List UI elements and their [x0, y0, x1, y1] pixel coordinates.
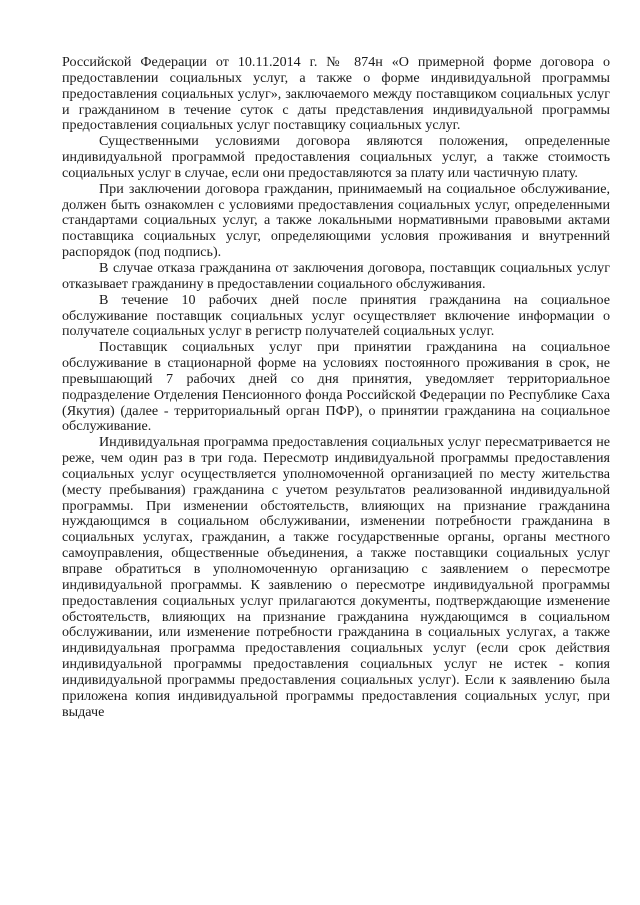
paragraph-essential-terms: Существенными условиями договора являются положения, определенные индивидуальной программой предоставления социальных услуг, а также стоимость социальных услуг в случае, если они предоставляются за плату или частичную плату. — [62, 133, 610, 181]
paragraph-review: Индивидуальная программа предоставления социальных услуг пересматривается не реже, чем один раз в три года. Пересмотр индивидуальной программы предоставления социальных услуг осуществляется уполномоченной организацией по месту жительства (месту пребывания) гражданина с учетом результатов реализованной индивидуальной программы. При изменении обстоятельств, влияющих на признание гражданина нуждающимся в социальном обслуживании, изменении потребности гражданина в социальных услугах, гражданин, а также государственные органы, органы местного самоуправления, общественные объединения, а также поставщики социальных услуг вправе обратиться в уполномоченную организацию с заявлением о пересмотре индивидуальной программы. К заявлению о пересмотре индивидуальной программы предоставления социальных услуг прилагаются документы, подтверждающие изменение обстоятельств, влияющих на признание гражданина нуждающимся в социальном обслуживании, или изменение потребности гражданина в социальных услугах, а также индивидуальная программа предоставления социальных услуг (если срок действия индивидуальной программы предоставления социальных услуг не истек - копия индивидуальной программы предоставления социальных услуг). Если к заявлению была приложена копия индивидуальной программы предоставления социальных услуг, при выдаче — [62, 434, 610, 720]
paragraph-pension-fund: Поставщик социальных услуг при принятии гражданина на социальное обслуживание в стационарной форме на условиях постоянного проживания в срок, не превышающий 7 рабочих дней со дня принятия, уведомляет территориальное подразделение Отделения Пенсионного фонда Российской Федерации по Республике Саха (Якутия) (далее - территориальный орган ПФР), о принятии гражданина на социальное обслуживание. — [62, 339, 610, 435]
paragraph-continuation: Российской Федерации от 10.11.2014 г. № 874н «О примерной форме договора о предоставлении социальных услуг, а также о форме индивидуальной программы предоставления социальных услуг», заключаемого между поставщиком социальных услуг и гражданином в течение суток с даты представления индивидуальной программы предоставления социальных услуг поставщику социальных услуг. — [62, 54, 610, 134]
document-page — [62, 55, 610, 720]
paragraph-refusal: В случае отказа гражданина от заключения договора, поставщик социальных услуг отказывает гражданину в предоставлении социального обслуживания. — [62, 259, 610, 292]
paragraph-familiarization: При заключении договора гражданин, принимаемый на социальное обслуживание, должен быть ознакомлен с условиями предоставления социальных услуг, определенными стандартами социальных услуг, а также локальными нормативными правовыми актами поставщика социальных услуг, определяющими условия проживания и внутренний распорядок (под подпись). — [62, 180, 610, 261]
paragraph-registry: В течение 10 рабочих дней после принятия гражданина на социальное обслуживание поставщик социальных услуг осуществляет включение информации о получателе социальных услуг в регистр получателей социальных услуг. — [62, 291, 610, 340]
